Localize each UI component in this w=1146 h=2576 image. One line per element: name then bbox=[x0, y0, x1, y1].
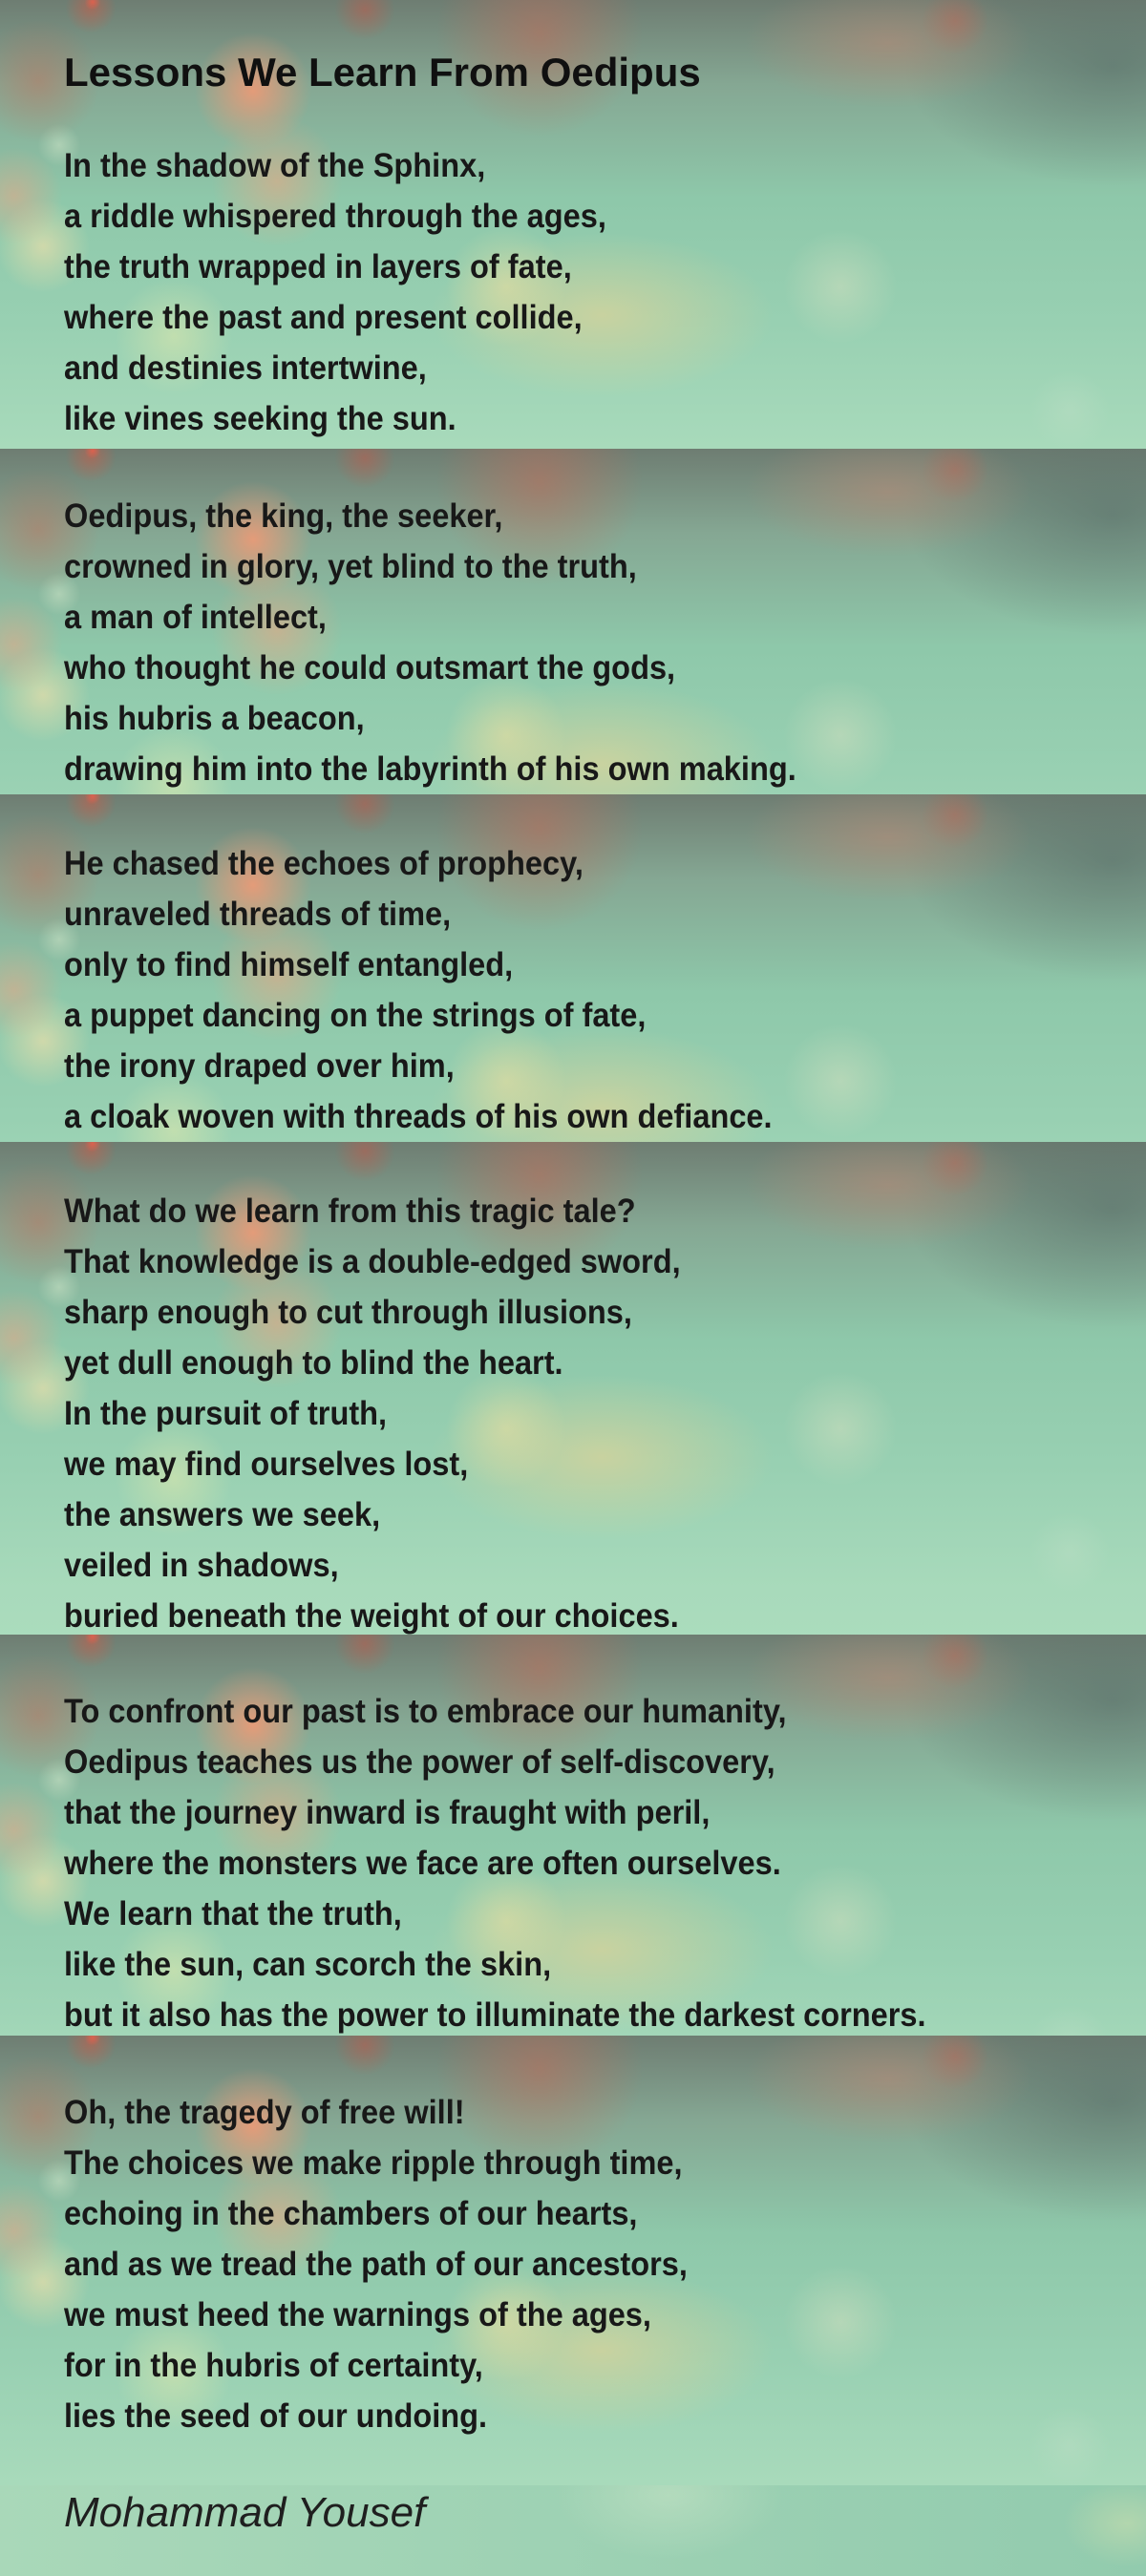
poem-line: his hubris a beacon, bbox=[64, 700, 365, 737]
poem-line: like the sun, can scorch the skin, bbox=[64, 1946, 552, 1983]
poem-line: like vines seeking the sun. bbox=[64, 400, 456, 437]
poem-line: In the pursuit of truth, bbox=[64, 1395, 388, 1432]
poem-line: crowned in glory, yet blind to the truth, bbox=[64, 548, 637, 585]
stanza-6 bbox=[64, 2087, 1146, 2441]
stanza-3 bbox=[64, 838, 1146, 1142]
poem-line: To confront our past is to embrace our humanity, bbox=[64, 1693, 787, 1730]
section-stanza-5 bbox=[0, 1635, 1146, 2036]
section-stanza-3 bbox=[0, 794, 1146, 1142]
poem-line: In the shadow of the Sphinx, bbox=[64, 147, 486, 184]
poem-line: He chased the echoes of prophecy, bbox=[64, 845, 584, 882]
poem-line: a cloak woven with threads of his own defiance. bbox=[64, 1098, 773, 1135]
poem-line: who thought he could outsmart the gods, bbox=[64, 649, 676, 686]
poem-line: drawing him into the labyrinth of his own making. bbox=[64, 750, 796, 788]
poem-line: but it also has the power to illuminate the darkest corners. bbox=[64, 1996, 926, 2034]
poem-title: Lessons We Learn From Oedipus bbox=[64, 50, 701, 95]
poem-line: echoing in the chambers of our hearts, bbox=[64, 2195, 638, 2232]
poem-line: for in the hubris of certainty, bbox=[64, 2347, 483, 2384]
section-stanza-6 bbox=[0, 2036, 1146, 2485]
poem-line: only to find himself entangled, bbox=[64, 946, 514, 983]
poem-line: unraveled threads of time, bbox=[64, 896, 452, 933]
section-stanza-4 bbox=[0, 1142, 1146, 1635]
poem-line: yet dull enough to blind the heart. bbox=[64, 1344, 563, 1382]
poem-line: Oedipus, the king, the seeker, bbox=[64, 497, 503, 535]
poem-line: buried beneath the weight of our choices. bbox=[64, 1597, 679, 1635]
poem-line: Oh, the tragedy of free will! bbox=[64, 2094, 465, 2131]
poem-line: and destinies intertwine, bbox=[64, 349, 427, 387]
stanza-1 bbox=[64, 140, 1146, 444]
poem-line: lies the seed of our undoing. bbox=[64, 2397, 488, 2435]
poem-line: we may find ourselves lost, bbox=[64, 1446, 469, 1483]
stanza-5 bbox=[64, 1686, 1146, 2036]
poem-line: the answers we seek, bbox=[64, 1496, 381, 1533]
poem-line: that the journey inward is fraught with peril, bbox=[64, 1794, 711, 1831]
poem-line: where the past and present collide, bbox=[64, 299, 583, 336]
author-signature: Mohammad Yousef bbox=[64, 2489, 426, 2536]
stanza-4 bbox=[64, 1186, 1146, 1635]
poem-line: The choices we make ripple through time, bbox=[64, 2144, 683, 2182]
section-stanza-2 bbox=[0, 449, 1146, 794]
poem-line: veiled in shadows, bbox=[64, 1547, 339, 1584]
poem-line: the truth wrapped in layers of fate, bbox=[64, 248, 572, 285]
poem-line: the irony draped over him, bbox=[64, 1047, 455, 1085]
poem-line: Oedipus teaches us the power of self-discovery, bbox=[64, 1743, 775, 1781]
poem-line: a puppet dancing on the strings of fate, bbox=[64, 997, 647, 1034]
poem-line: sharp enough to cut through illusions, bbox=[64, 1294, 632, 1331]
section-signature bbox=[0, 2485, 1146, 2576]
poem-line: What do we learn from this tragic tale? bbox=[64, 1193, 636, 1230]
poem-line: we must heed the warnings of the ages, bbox=[64, 2296, 651, 2333]
poem-line: We learn that the truth, bbox=[64, 1895, 402, 1932]
poem-line: a riddle whispered through the ages, bbox=[64, 198, 606, 235]
poem-line: where the monsters we face are often ourselves. bbox=[64, 1845, 781, 1882]
stanza-2 bbox=[64, 491, 1146, 794]
poem-line: a man of intellect, bbox=[64, 599, 327, 636]
section-title-and-stanza-1 bbox=[0, 0, 1146, 449]
poem-line: and as we tread the path of our ancestors, bbox=[64, 2246, 688, 2283]
poem-line: That knowledge is a double-edged sword, bbox=[64, 1243, 681, 1280]
